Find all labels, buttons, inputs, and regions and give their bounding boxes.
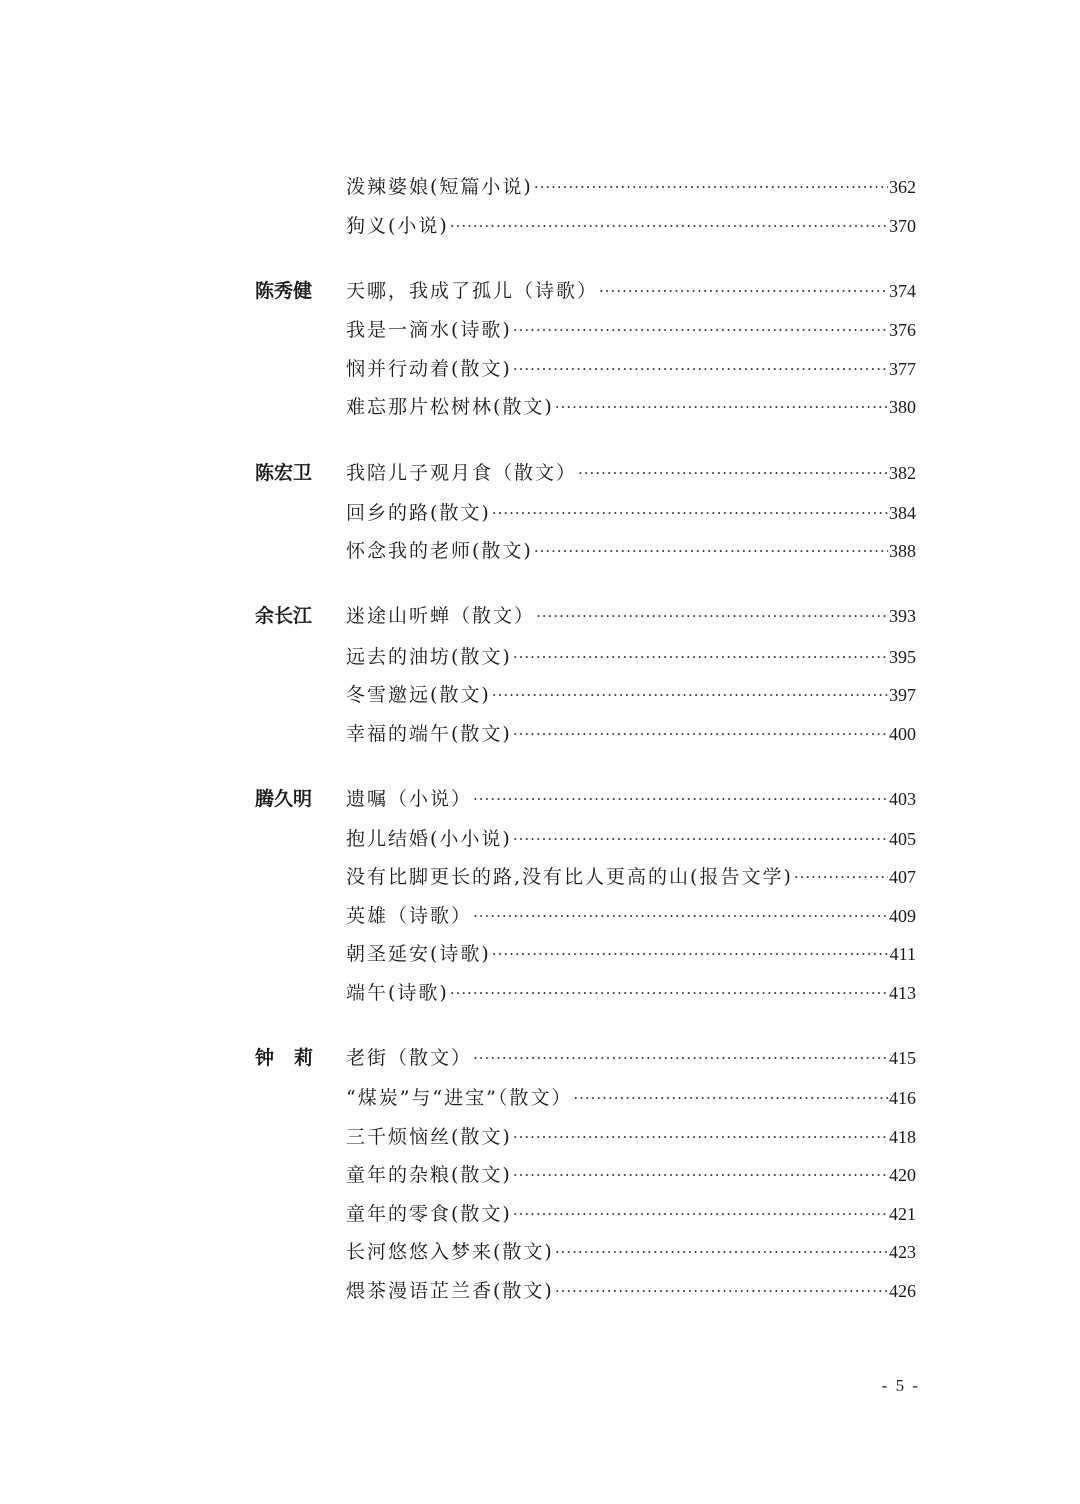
toc-entry xyxy=(0,1122,1080,1152)
dot-leader xyxy=(492,680,888,710)
dot-leader xyxy=(555,1276,888,1306)
entry-page-number: 374 xyxy=(889,281,916,301)
entry-line xyxy=(346,172,916,202)
entry-line xyxy=(346,392,916,422)
entry-page-number: 426 xyxy=(889,1281,916,1301)
entry-title: 端午(诗歌) xyxy=(346,982,449,1004)
entry-line xyxy=(346,862,916,892)
entry-line xyxy=(346,824,916,854)
entry-page-number: 423 xyxy=(889,1242,916,1262)
entry-title: 远去的油坊(散文) xyxy=(346,646,512,668)
dot-leader xyxy=(555,392,888,422)
toc-entry xyxy=(0,1160,1080,1190)
dot-leader xyxy=(513,1199,888,1229)
author-name: 钟莉 xyxy=(255,1047,334,1069)
toc-entry xyxy=(0,824,1080,854)
toc-entry xyxy=(0,901,1080,931)
author-name: 余长江 xyxy=(255,605,313,627)
entry-line xyxy=(346,1199,916,1229)
entry-line xyxy=(346,1122,916,1152)
toc-entry xyxy=(0,354,1080,384)
toc-entry xyxy=(0,276,1080,306)
entry-page-number: 411 xyxy=(889,944,916,964)
dot-leader xyxy=(473,1043,888,1073)
entry-title: 老街（散文） xyxy=(346,1047,473,1069)
entry-title: 冬雪邀远(散文) xyxy=(346,684,491,706)
entry-page-number: 420 xyxy=(889,1165,916,1185)
dot-leader xyxy=(513,1122,888,1152)
entry-title: 朝圣延安(诗歌) xyxy=(346,943,491,965)
entry-line xyxy=(346,1083,916,1113)
entry-title: 我是一滴水(诗歌) xyxy=(346,319,512,341)
dot-leader xyxy=(534,172,888,202)
toc-entry xyxy=(0,458,1080,488)
toc-entry xyxy=(0,498,1080,528)
entry-line xyxy=(346,458,916,488)
entry-page-number: 418 xyxy=(889,1127,916,1147)
toc-entry xyxy=(0,1199,1080,1229)
entry-line xyxy=(346,498,916,528)
entry-title: 三千烦恼丝(散文) xyxy=(346,1126,512,1148)
entry-page-number: 393 xyxy=(889,606,916,626)
entry-title: 回乡的路(散文) xyxy=(346,502,491,524)
entry-title: 我陪儿子观月食（散文） xyxy=(346,462,578,484)
dot-leader xyxy=(492,498,888,528)
dot-leader xyxy=(513,1160,888,1190)
dot-leader xyxy=(555,1237,888,1267)
entry-line xyxy=(346,1043,916,1073)
entry-title: 抱儿结婚(小小说) xyxy=(346,828,512,850)
entry-page-number: 400 xyxy=(889,724,916,744)
toc-entry xyxy=(0,1237,1080,1267)
entry-line xyxy=(346,1237,916,1267)
dot-leader xyxy=(492,939,889,969)
toc-entry xyxy=(0,172,1080,202)
entry-page-number: 415 xyxy=(889,1048,916,1068)
dot-leader xyxy=(473,784,888,814)
toc-entry xyxy=(0,1043,1080,1073)
entry-title: 泼辣婆娘(短篇小说) xyxy=(346,176,533,198)
toc-entry xyxy=(0,784,1080,814)
entry-page-number: 421 xyxy=(889,1204,916,1224)
dot-leader xyxy=(473,901,888,931)
toc-entry xyxy=(0,862,1080,892)
page-footer-number: - 5 - xyxy=(881,1376,920,1395)
entry-page-number: 362 xyxy=(889,177,916,197)
entry-title: 悯并行动着(散文) xyxy=(346,358,512,380)
entry-page-number: 370 xyxy=(889,216,916,236)
entry-line xyxy=(346,939,916,969)
author-name: 腾久明 xyxy=(255,788,313,810)
entry-page-number: 409 xyxy=(889,906,916,926)
entry-line xyxy=(346,276,916,306)
entry-title: “煤炭”与“进宝”（散文） xyxy=(346,1087,573,1109)
toc-entry xyxy=(0,680,1080,710)
toc-entry xyxy=(0,1276,1080,1306)
entry-page-number: 416 xyxy=(889,1088,916,1108)
entry-page-number: 407 xyxy=(889,867,916,887)
toc-entry xyxy=(0,315,1080,345)
entry-title: 英雄（诗歌） xyxy=(346,905,473,927)
entry-title: 没有比脚更长的路,没有比人更高的山(报告文学) xyxy=(346,866,793,888)
entry-title: 难忘那片松树林(散文) xyxy=(346,396,554,418)
entry-line xyxy=(346,601,916,631)
toc-entry xyxy=(0,536,1080,566)
entry-page-number: 395 xyxy=(889,647,916,667)
entry-title: 迷途山听蝉（散文） xyxy=(346,605,536,627)
entry-line xyxy=(346,784,916,814)
dot-leader xyxy=(513,354,888,384)
entry-line xyxy=(346,719,916,749)
toc-entry xyxy=(0,978,1080,1008)
dot-leader xyxy=(536,601,888,631)
entry-page-number: 413 xyxy=(889,983,916,1003)
entry-title: 童年的零食(散文) xyxy=(346,1203,512,1225)
entry-line xyxy=(346,1160,916,1190)
entry-line xyxy=(346,680,916,710)
entry-title: 天哪，我成了孤儿（诗歌） xyxy=(346,280,599,302)
dot-leader xyxy=(794,862,888,892)
toc-entry xyxy=(0,601,1080,631)
entry-page-number: 405 xyxy=(889,829,916,849)
toc-entry xyxy=(0,719,1080,749)
entry-line xyxy=(346,536,916,566)
entry-title: 幸福的端午(散文) xyxy=(346,723,512,745)
entry-line xyxy=(346,1276,916,1306)
entry-line xyxy=(346,354,916,384)
dot-leader xyxy=(450,211,888,241)
dot-leader xyxy=(450,978,888,1008)
entry-title: 怀念我的老师(散文) xyxy=(346,540,533,562)
author-name: 陈秀健 xyxy=(255,280,313,302)
entry-title: 童年的杂粮(散文) xyxy=(346,1164,512,1186)
entry-line xyxy=(346,211,916,241)
entry-page-number: 397 xyxy=(889,685,916,705)
entry-title: 狗义(小说) xyxy=(346,215,449,237)
entry-page-number: 384 xyxy=(889,503,916,523)
entry-title: 煨茶漫语芷兰香(散文) xyxy=(346,1280,554,1302)
toc-entry xyxy=(0,392,1080,422)
entry-line xyxy=(346,978,916,1008)
dot-leader xyxy=(534,536,888,566)
entry-page-number: 377 xyxy=(889,359,916,379)
dot-leader xyxy=(578,458,888,488)
entry-page-number: 388 xyxy=(889,541,916,561)
dot-leader xyxy=(513,824,888,854)
entry-page-number: 376 xyxy=(889,320,916,340)
toc-entry xyxy=(0,211,1080,241)
dot-leader xyxy=(513,315,888,345)
entry-page-number: 380 xyxy=(889,397,916,417)
dot-leader xyxy=(513,719,888,749)
toc-entry xyxy=(0,642,1080,672)
entry-title: 长河悠悠入梦来(散文) xyxy=(346,1241,554,1263)
dot-leader xyxy=(573,1083,888,1113)
toc-entry xyxy=(0,1083,1080,1113)
dot-leader xyxy=(513,642,888,672)
toc-entry xyxy=(0,939,1080,969)
author-name: 陈宏卫 xyxy=(255,462,313,484)
entry-title: 遗嘱（小说） xyxy=(346,788,473,810)
entry-page-number: 382 xyxy=(889,463,916,483)
entry-page-number: 403 xyxy=(889,789,916,809)
entry-line xyxy=(346,642,916,672)
entry-line xyxy=(346,315,916,345)
dot-leader xyxy=(599,276,888,306)
entry-line xyxy=(346,901,916,931)
